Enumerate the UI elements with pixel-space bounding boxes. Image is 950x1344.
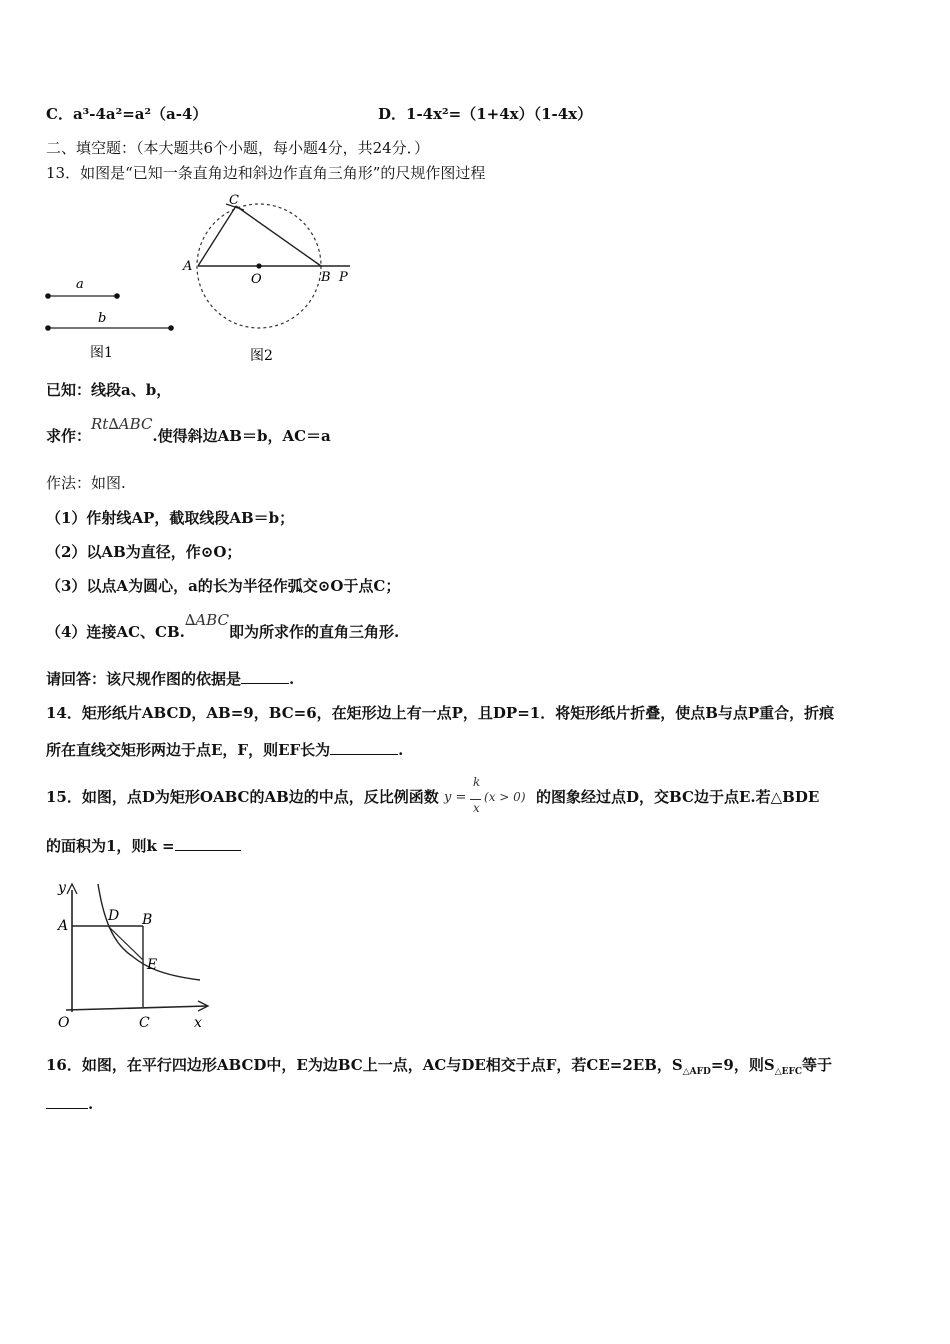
q15-func-den: x (473, 801, 480, 815)
q13-find-math: Rt∆ABC (91, 415, 153, 433)
q16-line1-b: =9，则S (710, 1056, 775, 1074)
fig2-label-A: A (183, 259, 193, 274)
option-c-expr: a³-4a²=a²（a-4） (72, 105, 208, 123)
q16-answer-blank[interactable] (46, 1094, 88, 1109)
q13-step3: （3）以点A为圆心，a的长为半径作弧交⊙O于点C； (46, 577, 401, 595)
fig1-caption: 图1 (90, 345, 113, 361)
q13-step4 (46, 611, 400, 642)
q15-func-y: y = (444, 790, 467, 805)
q15-fig-A: A (58, 918, 69, 934)
fig1-label-a: a (76, 277, 84, 292)
q13-answer-blank[interactable] (241, 669, 289, 684)
q13-find (46, 415, 331, 446)
q16-line2 (46, 1094, 93, 1113)
q13-method-title: 作法：如图. (46, 474, 126, 492)
q15-line1-prefix: 15．如图，点D为矩形OABC的AB边的中点，反比例函数 (46, 788, 439, 806)
q15-fig-B: B (142, 912, 153, 928)
q13-step4-prefix: （4）连接AC、CB. (46, 623, 185, 641)
q14-line2 (46, 739, 403, 760)
q14-answer-blank[interactable] (330, 740, 398, 755)
q13-step4-suffix: 即为所求作的直角三角形. (228, 623, 400, 641)
q14-line2-text: 所在直线交矩形两边于点E，F，则EF长为 (46, 741, 331, 759)
q15-line1-suffix: 的图象经过点D，交BC边于点E.若△BDE (536, 788, 820, 806)
option-d-expr: 1-4x²=（1+4x）（1-4x） (406, 105, 593, 123)
q13-ask (46, 668, 294, 689)
fig2-caption: 图2 (250, 348, 273, 364)
q13-step1: （1）作射线AP，截取线段AB＝b； (46, 509, 295, 527)
q16-line1-a: 16．如图，在平行四边形ABCD中，E为边BC上一点，AC与DE相交于点F，若CE=2EB，S (46, 1056, 683, 1074)
q15-fig-O: O (58, 1015, 70, 1031)
q16-line1 (46, 1054, 832, 1077)
q15-fig-E: E (147, 957, 158, 973)
fig2-label-C: C (229, 193, 239, 208)
fig2-label-P: P (339, 270, 348, 285)
q16-line1-c: 等于 (802, 1056, 833, 1074)
q15-line2-text: 的面积为1，则k = (46, 837, 175, 855)
q16-line2-end: . (88, 1095, 94, 1113)
q15-fraction-bar (470, 799, 481, 800)
q15-fig-y: y (58, 880, 66, 896)
q13-find-suffix: .使得斜边AB＝b，AC＝a (152, 427, 331, 445)
q13-find-prefix: 求作： (46, 427, 92, 445)
q13-figure1 (40, 272, 190, 367)
q15-line1 (46, 775, 820, 815)
section-header: 二、填空题：（本大题共6个小题，每小题4分，共24分．） (46, 139, 430, 157)
q15-func-cond: (x > 0) (484, 790, 526, 804)
q15-fig-D: D (108, 908, 120, 924)
fig2-label-O: O (251, 272, 262, 287)
q15-line2 (46, 835, 241, 856)
q15-fig-x: x (194, 1015, 202, 1031)
q13-ask-end: . (289, 670, 295, 688)
fig1-label-b: b (98, 311, 107, 326)
option-c-letter: C． (46, 105, 73, 123)
q15-answer-blank[interactable] (175, 836, 241, 851)
q15-figure (52, 872, 222, 1032)
q13-figure2 (180, 188, 360, 368)
q15-function (444, 775, 536, 815)
q15-fig-C: C (139, 1015, 150, 1031)
fig2-label-B: B (321, 270, 331, 285)
q13-stem: 13．如图是“已知一条直角边和斜边作直角三角形”的尺规作图过程 (46, 164, 486, 182)
q14-line2-end: . (398, 741, 404, 759)
q13-step4-math: ∆ABC (184, 611, 229, 629)
q13-step2: （2）以AB为直径，作⊙O； (46, 543, 242, 561)
q13-given: 已知：线段a、b， (46, 381, 172, 399)
q15-func-num: k (473, 775, 481, 789)
q14-line1: 14．矩形纸片ABCD，AB=9，BC=6，在矩形边上有一点P，且DP=1．将矩形纸片折叠，使点B与点P重合，折痕 (46, 704, 835, 722)
option-d-letter: D． (378, 105, 407, 123)
option-c (46, 103, 207, 124)
q16-sub-afd: △AFD (682, 1067, 711, 1077)
option-d (378, 103, 592, 124)
q16-sub-efc: △EFC (774, 1067, 803, 1077)
q13-ask-text: 请回答：该尺规作图的依据是 (46, 670, 242, 688)
